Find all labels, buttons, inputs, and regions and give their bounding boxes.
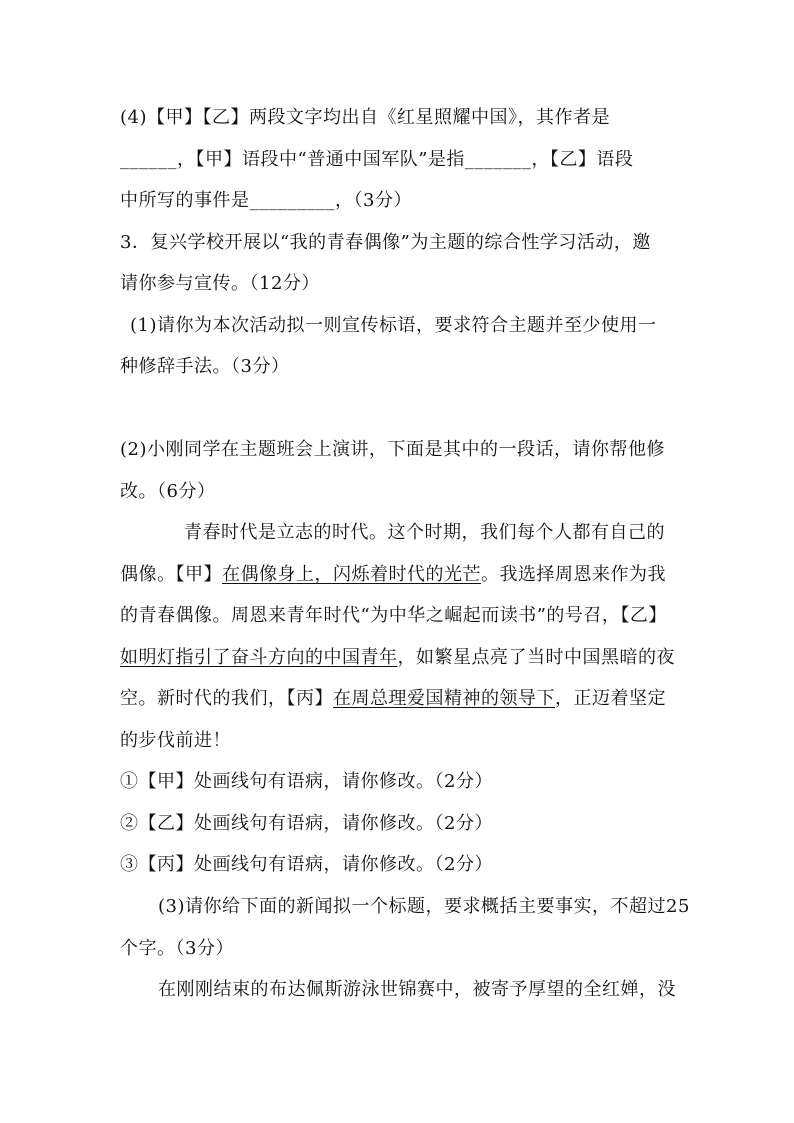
question-item-3: ③【丙】处画线句有语病，请你修改。（2分） xyxy=(120,854,493,875)
q3-sub3-line-1: (3)请你给下面的新闻拟一个标题，要求概括主要事实，不超过25 xyxy=(158,896,690,917)
q4-line-1: (4)【甲】【乙】两段文字均出自《红星照耀中国》，其作者是 xyxy=(120,107,610,128)
passage-line-4 xyxy=(120,646,680,670)
q3-sub3-line-2: 个字。（3分） xyxy=(120,938,234,959)
q3-intro-line-1: 3．复兴学校开展以“我的青春偶像”为主题的综合性学习活动，邀 xyxy=(120,232,651,253)
q3-sub2-line-1: (2)小刚同学在主题班会上演讲，下面是其中的一段话，请你帮他修 xyxy=(120,439,665,460)
underlined-sentence-bing: 在周总理爱国精神的领导下 xyxy=(333,688,555,709)
passage-text: ，如繁星点亮了当时中国黑暗的夜 xyxy=(397,647,675,668)
q4-line-2: ______，【甲】语段中“普通中国军队”是指_______，【乙】语段 xyxy=(120,149,634,170)
q3-sub1-line-2: 种修辞手法。（3分） xyxy=(120,356,290,377)
question-item-1: ①【甲】处画线句有语病，请你修改。（2分） xyxy=(120,771,493,792)
passage-line-2 xyxy=(120,563,680,587)
passage-line-5 xyxy=(120,687,680,711)
passage-text: 空。新时代的我们，【丙】 xyxy=(120,688,333,709)
q3-sub1-line-1: (1)请你为本次活动拟一则宣传标语，要求符合主题并至少使用一 xyxy=(130,315,657,336)
passage-line-1: 青春时代是立志的时代。这个时期，我们每个人都有自己的 xyxy=(184,522,665,543)
news-text-line-1: 在刚刚结束的布达佩斯游泳世锦赛中，被寄予厚望的全红婵，没 xyxy=(158,979,676,1000)
passage-text: 。我选择周恩来作为我 xyxy=(481,564,666,585)
underlined-sentence-yi: 如明灯指引了奋斗方向的中国青年 xyxy=(120,647,398,668)
passage-line-3: 的青春偶像。周恩来青年时代“为中华之崛起而读书”的号召，【乙】 xyxy=(120,605,667,626)
q3-sub2-line-2: 改。（6分） xyxy=(120,481,216,502)
question-item-2: ②【乙】处画线句有语病，请你修改。（2分） xyxy=(120,813,493,834)
underlined-sentence-jia: 在偶像身上，闪烁着时代的光芒 xyxy=(222,564,481,585)
q3-intro-line-2: 请你参与宣传。（12分） xyxy=(120,273,320,294)
passage-line-6: 的步伐前进！ xyxy=(120,730,231,751)
passage-text: ，正迈着坚定 xyxy=(555,688,666,709)
q4-line-3: 中所写的事件是_________，（3分） xyxy=(120,190,412,211)
passage-text: 偶像。【甲】 xyxy=(120,564,222,585)
